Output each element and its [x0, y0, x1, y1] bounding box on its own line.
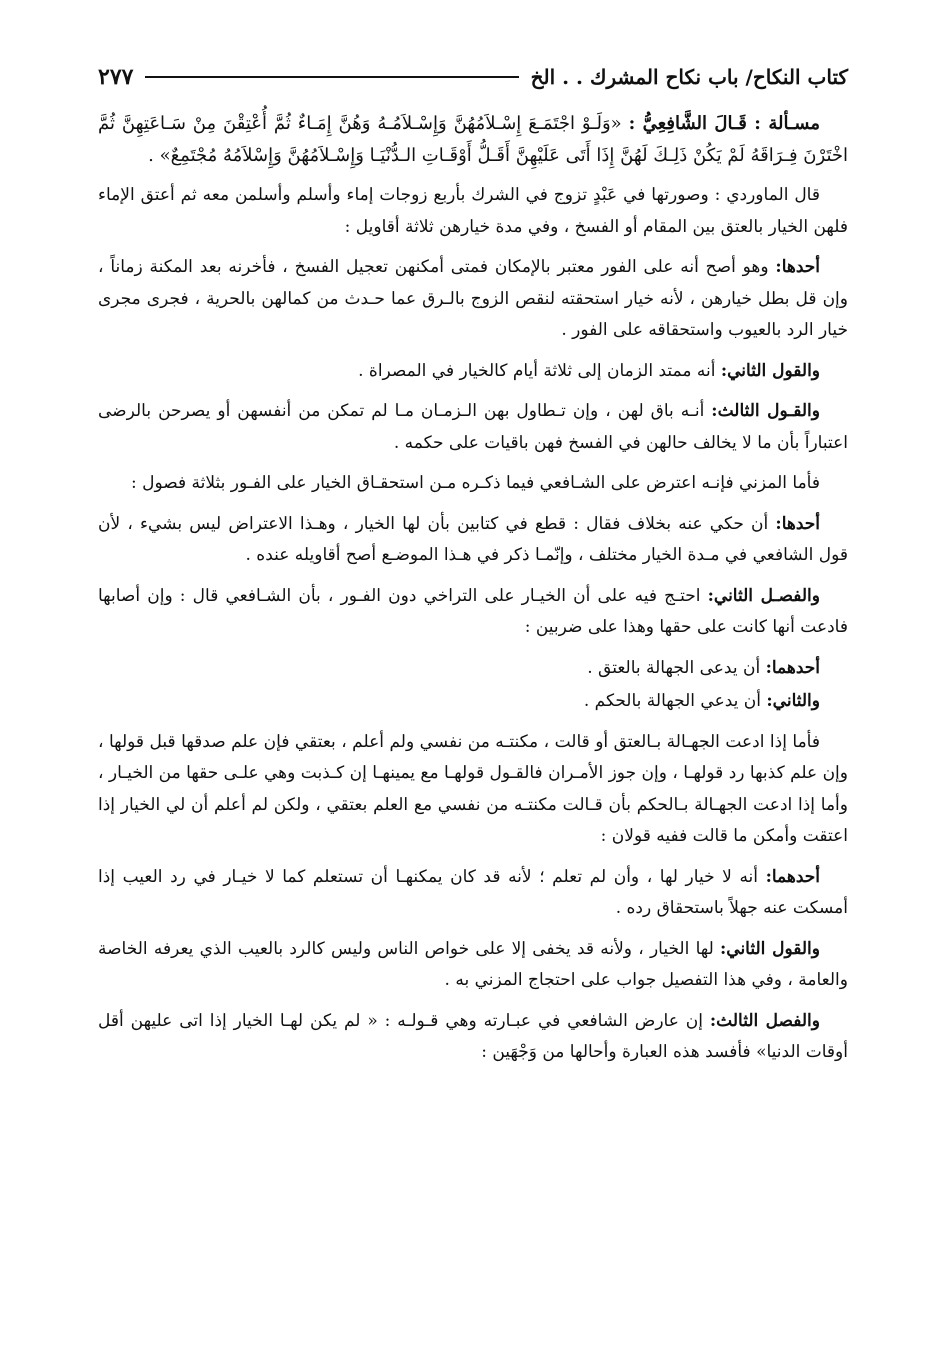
- paragraph-case-one: [98, 653, 848, 685]
- page-number: ٢٧٧: [98, 64, 134, 90]
- paragraph-text: أنه لا خيار لها ، وأن لم تعلم ؛ لأنه قد كان يمكنهـا أن تستعلم كما لا خيـار في رد العيب إذا أمسكت عنه جهلاً باستحقاق رده .: [98, 866, 848, 918]
- paragraph-text: فأما إذا ادعت الجهـالة بـالعتق أو قالت ، مكنتـه من نفسي ولم أعلم ، بعتقي فإن علم صدقها قبل قولها ، وإن علم كذبها رد قولهـا ، وإن جوز الأمـران فالقـول قولهـا مع يمينهـا إن كـذبت وهي علـى حقها من الخيـار ، وأما إذا ادعت الجهـالة بـالحكم بأن قـالت مكنتـه من نفسي مع العلم بعتقي ، ولكن لم أعلم أن لي الخيار إذا اعتقت وأمكن ما قالت ففيه قولان :: [98, 731, 848, 846]
- paragraph-text: إن عارض الشافعي في عبـارته وهي قـولـه : « لم يكن لهـا الخيار إذا اتى عليهن أقل أوقات الدنيا» فأفسد هذه العبارة وأحالها من وَجْهَين :: [98, 1010, 848, 1062]
- paragraph-text: أن يدعي الجهالة بالحكم .: [583, 691, 767, 711]
- paragraph-text: احتـج فيه على أن الخيـار على التراخي دون الفـور ، بأن الشـافعي قال : وإن أصابها فادعت أنها كانت على حقها وهذا على ضربين :: [98, 585, 848, 637]
- paragraph-third-section: [98, 1006, 848, 1069]
- paragraph-first-section: [98, 509, 848, 572]
- paragraph-ignorance: [98, 727, 848, 853]
- paragraph-muzani: [98, 468, 848, 500]
- running-header: [98, 60, 848, 94]
- paragraph-text: أن يدعى الجهالة بالعتق .: [587, 657, 766, 678]
- paragraph-lead: أحدها:: [775, 257, 820, 277]
- paragraph-second-view: [98, 934, 848, 997]
- paragraph-lead: أحدهما:: [765, 657, 820, 678]
- header-rule: [145, 76, 518, 78]
- paragraph-lead: والفصـل الثاني:: [707, 585, 820, 606]
- paragraph-text: قال الماوردي : وصورتها في عَبْدٍ تزوج في الشرك بأربع زوجات إماء وأسلم وأسلمن معه ثم أعتق الإماء فلهن الخيار بالعتق بين المقام أو الفسخ ، وفي مدة خيارهن ثلاثة أقاويل :: [98, 185, 848, 237]
- paragraph-first-view: [98, 862, 848, 925]
- paragraph-lead: والقـول الثالث:: [711, 401, 820, 421]
- paragraph-second-section: [98, 581, 848, 644]
- paragraph-text: لها الخيار ، ولأنه قد يخفى إلا على خواص الناس وليس كالرد بالعيب الذي يعرفه الخاصة والعامة ، وفي هذا التفصيل جواب على احتجاج المزني به .: [98, 938, 848, 990]
- paragraph-text: أن حكي عنه بخلاف فقال : قطع في كتابين بأن لها الخيار ، وهـذا الاعتراض ليس بشيء ، لأن قول الشافعي في مـدة الخيار مختلف ، وإنّمـا ذكر في هـذا الموضـع أصح أقاويله عنده .: [98, 513, 848, 565]
- paragraph-lead: والثاني:: [766, 691, 820, 711]
- paragraph-lead: والقول الثاني:: [720, 360, 820, 381]
- paragraph-lead: أحدهما:: [765, 866, 820, 887]
- paragraph-masala: [98, 108, 848, 171]
- paragraph-case-two: [98, 686, 848, 718]
- paragraph-text: وهو أصح أنه على الفور معتبر بالإمكان فمتى أمكنهن تعجيل الفسخ ، فأخرنه بعد المكنة زماناً ، وإن قل بطل خيارهن ، لأنه خيار استحقته لنقص الزوج بالـرق عما حـدث من كمالهن بالحرية ، فجرى مجرى خيار الرد بالعيوب واستحقاقه على الفور .: [98, 257, 848, 340]
- body-text: [98, 108, 848, 1078]
- paragraph-first-opinion: [98, 252, 848, 347]
- header-title: كتاب النكاح/ باب نكاح المشرك . . الخ: [530, 65, 848, 89]
- paragraph-second-opinion: [98, 356, 848, 388]
- paragraph-text: فأما المزني فإنـه اعترض على الشـافعي فيما ذكـره مـن استحقـاق الخيار على الفـور بثلاثة فصول :: [130, 473, 820, 493]
- paragraph-lead: والفصل الثالث:: [709, 1010, 820, 1031]
- paragraph-mawardi: [98, 180, 848, 243]
- paragraph-lead: أحدها:: [775, 513, 820, 534]
- paragraph-lead: مسـألة : قَـالَ الشَّافِعِيُّ :: [628, 113, 820, 134]
- paragraph-text: «وَلَـوْ اجْتَمَـعَ إِسْـلاَمُهُنَّ وَإِسْـلاَمُـهُ وَهُنَّ إِمَـاءٌ ثُمَّ أُعْتِقْنَ مِنْ سَـاعَتِهِنَّ ثُمَّ اخْتَرْنَ فِـرَاقَهُ لَمْ يَكُنْ ذَلِـكَ لَهُنَّ إِذَا أَتَى عَلَيْهِنَّ أَقَـلُّ أَوْقَـاتِ الـدُّنْيَـا وَإِسْـلاَمُهُنَّ وَإِسْلاَمُهُ مُجْتَمِعٌ» .: [98, 113, 848, 166]
- paragraph-text: أنه ممتد الزمان إلى ثلاثة أيام كالخيار في المصراة .: [358, 360, 721, 381]
- paragraph-text: أنـه باق لهن ، وإن تـطاول بهن الـزمـان مـا لم تمكن من أنفسهن أو يصرحن بالرضى اعتباراً بأن ما لا يخالف حالهن في الفسخ فهن باقيات على حكمه .: [98, 401, 848, 453]
- paragraph-lead: والقول الثاني:: [720, 938, 820, 959]
- paragraph-third-opinion: [98, 396, 848, 459]
